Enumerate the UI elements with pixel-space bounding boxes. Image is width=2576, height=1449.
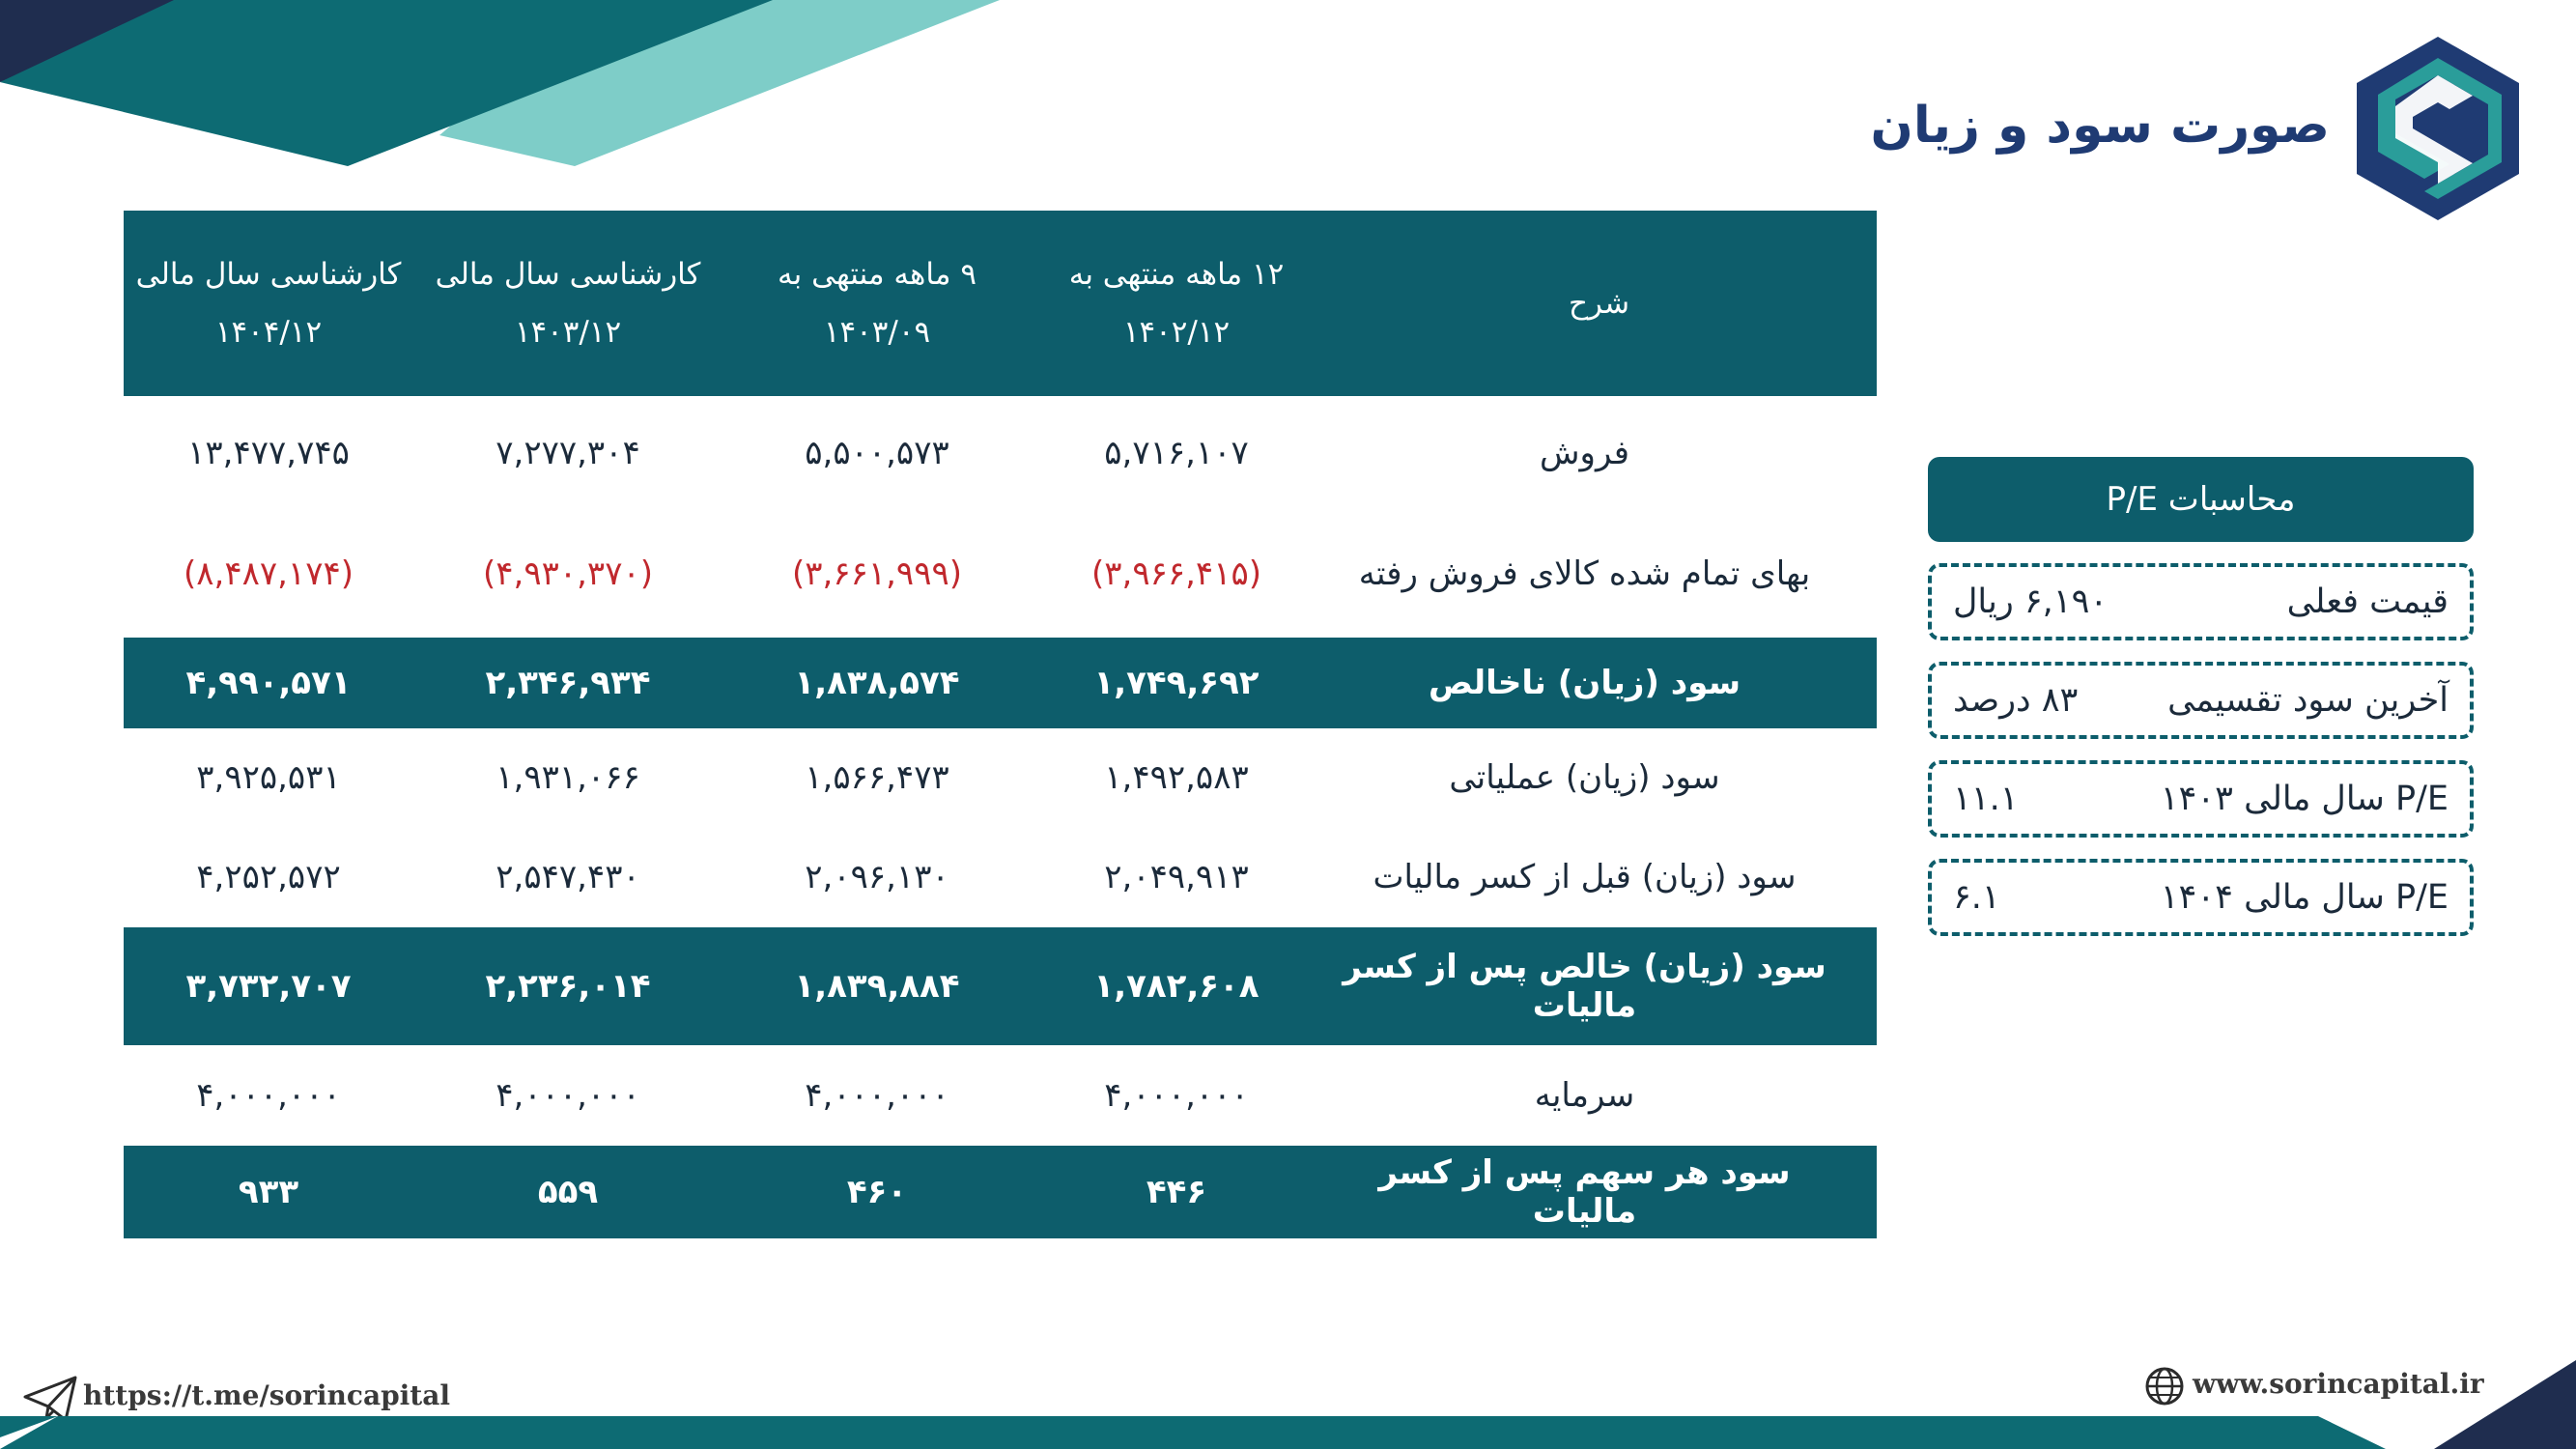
row-label: بهای تمام شده کالای فروش رفته [1358, 554, 1811, 593]
cell-value: ۴,۹۹۰,۵۷۱ [185, 664, 352, 702]
pe-item-1404 [1928, 859, 2474, 936]
table-row-operating-profit [124, 728, 1877, 827]
pe-item-label: آخرین سود تقسیمی [2167, 681, 2449, 720]
pe-item-value: ۶,۱۹۰ ریال [1953, 582, 2109, 621]
bottom-decoration [0, 1341, 2576, 1449]
top-decoration [0, 0, 1062, 184]
row-label: فروش [1540, 434, 1629, 472]
table-row-net-profit [124, 927, 1877, 1045]
cell-value: ۲,۳۴۶,۹۳۴ [485, 664, 651, 702]
cell-value: ۴۶۰ [846, 1173, 908, 1211]
cell-value-negative: (۳,۶۶۱,۹۹۹) [792, 554, 962, 593]
row-label: سود هر سهم پس از کسر مالیات [1378, 1153, 1791, 1231]
cell-value: ۴,۰۰۰,۰۰۰ [495, 1076, 640, 1115]
table-row-capital [124, 1045, 1877, 1146]
cell-value: ۱,۷۴۹,۶۹۲ [1093, 664, 1260, 702]
telegram-link[interactable]: https://t.me/sorincapital [83, 1379, 451, 1411]
header-col-1403-09: ۹ ماهه منتهی به ۱۴۰۳/۰۹ [778, 257, 977, 350]
cell-value: ۲,۰۴۹,۹۱۳ [1104, 858, 1249, 896]
cell-value-negative: (۴,۹۳۰,۳۷۰) [483, 554, 653, 593]
header-description: شرح [1568, 286, 1630, 321]
cell-value: ۱,۵۶۶,۴۷۳ [805, 758, 949, 797]
pe-item-label: قیمت فعلی [2286, 582, 2449, 621]
header-col-1403-12: کارشناسی سال مالی ۱۴۰۳/۱۲ [435, 257, 701, 350]
table-row-gross-profit [124, 638, 1877, 728]
cell-value: ۴,۰۰۰,۰۰۰ [1104, 1076, 1249, 1115]
row-label: سود (زیان) عملیاتی [1449, 758, 1720, 797]
header-col-1404-12: کارشناسی سال مالی ۱۴۰۴/۱۲ [135, 257, 402, 350]
page-title: صورت سود و زیان [1870, 97, 2330, 155]
cell-value: ۱,۹۳۱,۰۶۶ [495, 758, 640, 797]
website-link[interactable]: www.sorincapital.ir [2193, 1368, 2484, 1400]
table-header-row [124, 211, 1877, 396]
cell-value: ۴,۰۰۰,۰۰۰ [196, 1076, 341, 1115]
cell-value: ۳,۹۲۵,۵۳۱ [196, 758, 341, 797]
table-row-sales [124, 396, 1877, 510]
pe-item-1403 [1928, 760, 2474, 838]
table-row-eps [124, 1146, 1877, 1238]
cell-value: ۳,۷۳۲,۷۰۷ [185, 967, 352, 1006]
row-label: سود (زیان) ناخالص [1428, 664, 1741, 702]
table-row-cogs [124, 510, 1877, 638]
pe-item-current-price [1928, 563, 2474, 640]
cell-value: ۴,۰۰۰,۰۰۰ [805, 1076, 949, 1115]
cell-value: ۱,۴۹۲,۵۸۳ [1104, 758, 1249, 797]
pe-calculation-panel [1928, 457, 2474, 936]
income-statement-table [124, 211, 1877, 1238]
pe-item-label: P/E سال مالی ۱۴۰۴ [2160, 878, 2449, 917]
cell-value: ۲,۰۹۶,۱۳۰ [805, 858, 949, 896]
pe-item-value: ۶.۱ [1953, 878, 2000, 917]
cell-value: ۱,۸۳۸,۵۷۴ [794, 664, 960, 702]
cell-value: ۱,۷۸۲,۶۰۸ [1093, 967, 1260, 1006]
cell-value: ۱۳,۴۷۷,۷۴۵ [187, 434, 350, 472]
row-label: سود (زیان) قبل از کسر مالیات [1373, 858, 1797, 896]
pe-item-value: ۱۱.۱ [1953, 780, 2019, 818]
cell-value: ۷,۲۷۷,۳۰۴ [495, 434, 640, 472]
row-label: سرمایه [1534, 1076, 1635, 1115]
cell-value-negative: (۳,۹۶۶,۴۱۵) [1091, 554, 1261, 593]
pe-item-label: P/E سال مالی ۱۴۰۳ [2160, 780, 2449, 818]
pe-item-value: ۸۳ درصد [1953, 681, 2079, 720]
sorin-logo-icon [2357, 37, 2519, 220]
cell-value: ۵۵۹ [537, 1173, 599, 1211]
cell-value-negative: (۸,۴۸۷,۱۷۴) [184, 554, 354, 593]
cell-value: ۹۳۳ [238, 1173, 299, 1211]
pe-panel-header: محاسبات P/E [1928, 457, 2474, 542]
cell-value: ۲,۲۳۶,۰۱۴ [485, 967, 651, 1006]
cell-value: ۴۴۶ [1146, 1173, 1207, 1211]
row-label: سود (زیان) خالص پس از کسر مالیات [1343, 948, 1826, 1025]
header-col-1402: ۱۲ ماهه منتهی به ۱۴۰۲/۱۲ [1068, 257, 1285, 350]
cell-value: ۵,۷۱۶,۱۰۷ [1104, 434, 1249, 472]
cell-value: ۲,۵۴۷,۴۳۰ [495, 858, 640, 896]
pe-item-last-dividend [1928, 662, 2474, 739]
cell-value: ۵,۵۰۰,۵۷۳ [805, 434, 949, 472]
table-row-pretax-profit [124, 827, 1877, 927]
cell-value: ۱,۸۳۹,۸۸۴ [794, 967, 960, 1006]
cell-value: ۴,۲۵۲,۵۷۲ [196, 858, 341, 896]
